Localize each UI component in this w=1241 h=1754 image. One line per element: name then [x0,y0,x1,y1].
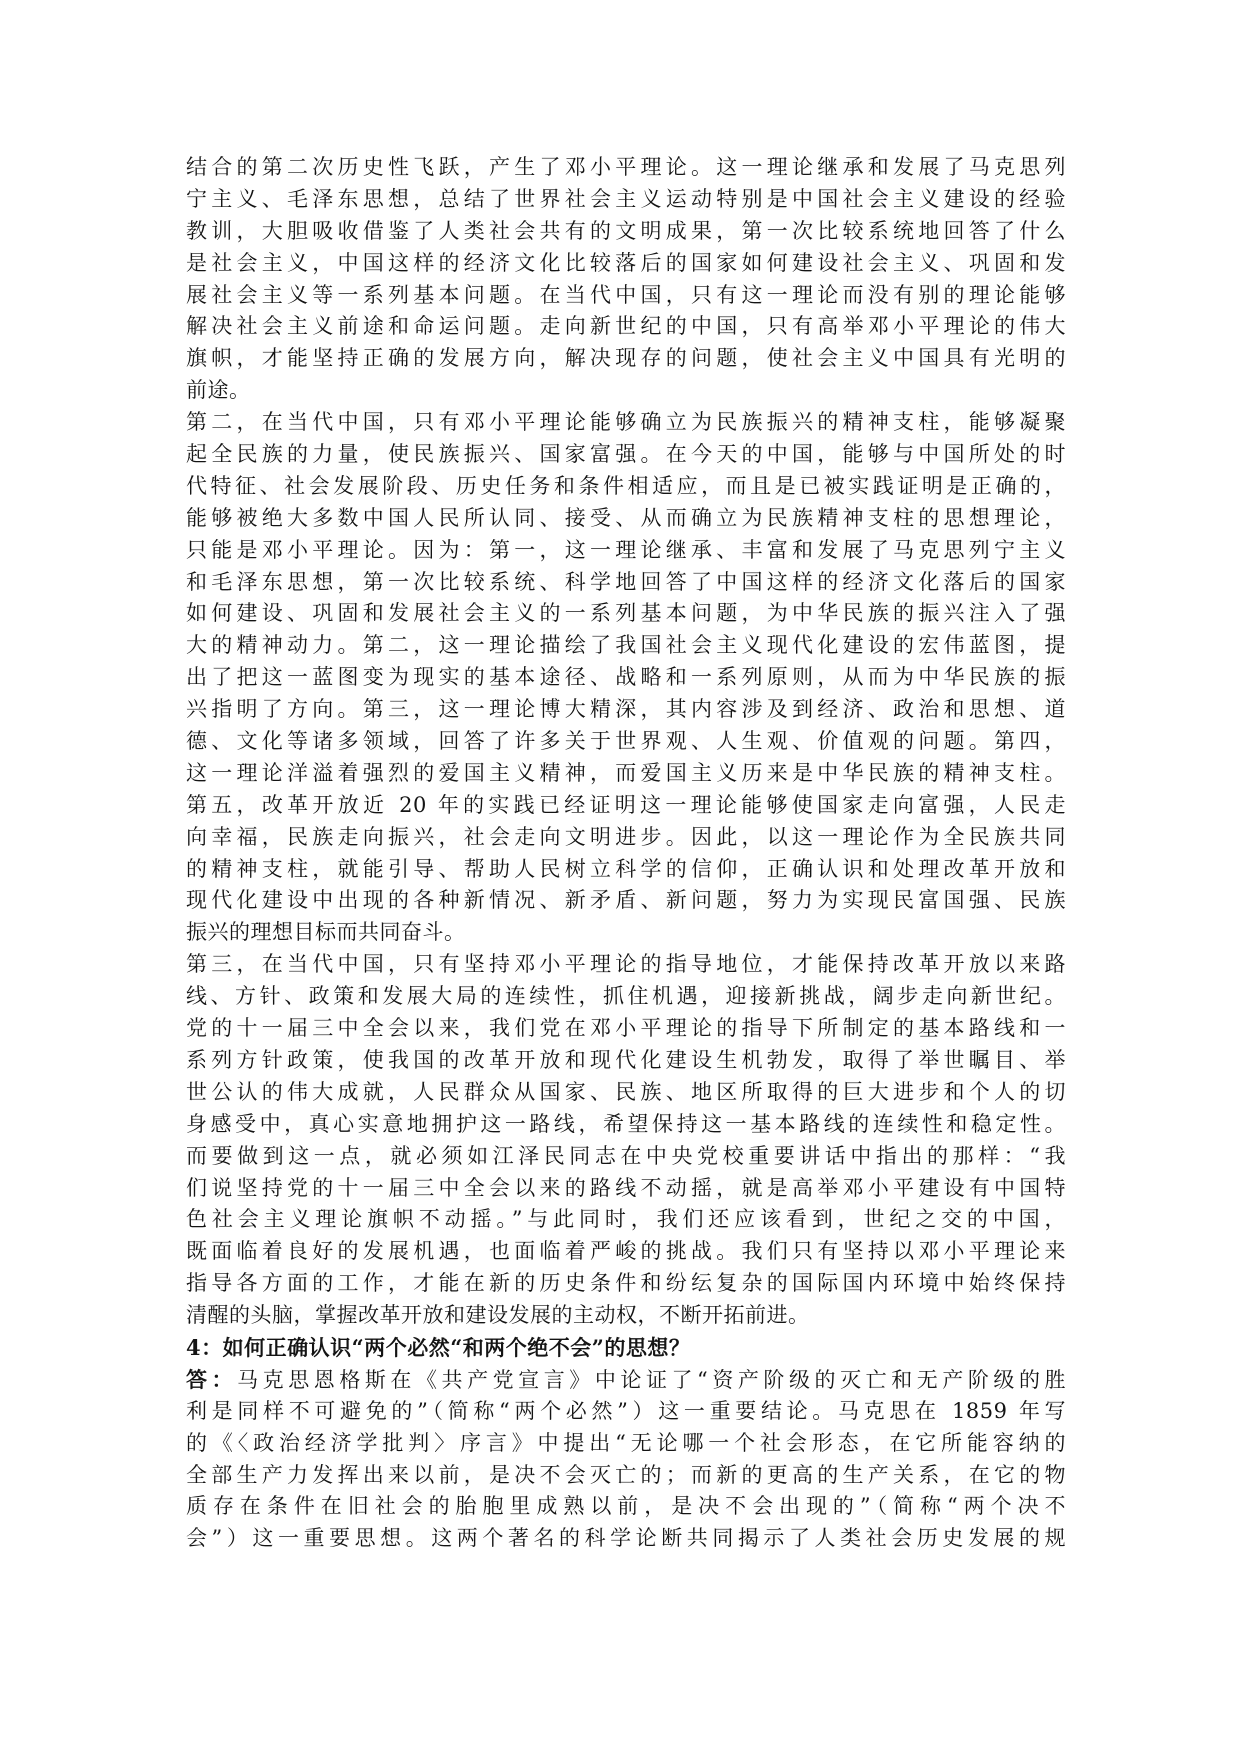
text-line: 们说坚持党的十一届三中全会以来的路线不动摇，就是高举邓小平建设有中国特 [186,1175,1066,1200]
text-line: 系列方针政策，使我国的改革开放和现代化建设生机勃发，取得了举世瞩目、举 [186,1047,1066,1072]
paragraph [186,949,1066,1332]
text-line: 教训，大胆吸收借鉴了人类社会共有的文明成果，第一次比较系统地回答了什么 [186,218,1066,243]
document-body [186,152,1066,1555]
text-line: 线、方针、政策和发展大局的连续性，抓住机遇，迎接新挑战，阔步走向新世纪。 [186,984,1066,1009]
text-line: 振兴的理想目标而共同奋斗。 [186,920,466,945]
text-line: 展社会主义等一系列基本问题。在当代中国，只有这一理论而没有别的理论能够 [186,282,1066,307]
text-line: 党的十一届三中全会以来，我们党在邓小平理论的指导下所制定的基本路线和一 [186,1016,1066,1041]
text-line: 利是同样不可避免的”（简称“两个必然”）这一重要结论。马克思在 1859 年写 [186,1398,1066,1423]
text-line: 身感受中，真心实意地拥护这一路线，希望保持这一基本路线的连续性和稳定性。 [186,1111,1066,1136]
text-line: 既面临着良好的发展机遇，也面临着严峻的挑战。我们只有坚持以邓小平理论来 [186,1239,1066,1264]
answer-label: 答： [186,1366,238,1392]
text-line: 而要做到这一点，就必须如江泽民同志在中央党校重要讲话中指出的那样：“我 [186,1143,1066,1168]
text-line: 清醒的头脑，掌握改革开放和建设发展的主动权，不断开拓前进。 [186,1303,810,1328]
text-line: 旗帜，才能坚持正确的发展方向，解决现存的问题，使社会主义中国具有光明的 [186,346,1066,371]
text-line: 会”）这一重要思想。这两个著名的科学论断共同揭示了人类社会历史发展的规 [186,1526,1066,1551]
text-line [186,1364,1066,1396]
text-line: 和毛泽东思想，第一次比较系统、科学地回答了中国这样的经济文化落后的国家 [186,569,1066,594]
text-line: 的精神支柱，就能引导、帮助人民树立科学的信仰，正确认识和处理改革开放和 [186,856,1066,881]
text-line: 全部生产力发挥出来以前，是决不会灭亡的；而新的更高的生产关系，在它的物 [186,1462,1066,1487]
text-line: 指导各方面的工作，才能在新的历史条件和纷纭复杂的国际国内环境中始终保持 [186,1271,1066,1296]
text-line: 解决社会主义前途和命运问题。走向新世纪的中国，只有高举邓小平理论的伟大 [186,314,1066,339]
text-line: 第五，改革开放近 20 年的实践已经证明这一理论能够使国家走向富强，人民走 [186,792,1066,817]
text-line: 如何建设、巩固和发展社会主义的一系列基本问题，为中华民族的振兴注入了强 [186,601,1066,626]
text-line: 向幸福，民族走向振兴，社会走向文明进步。因此，以这一理论作为全民族共同 [186,824,1066,849]
paragraph [186,152,1066,407]
text-line: 结合的第二次历史性飞跃，产生了邓小平理论。这一理论继承和发展了马克思列 [186,155,1066,179]
paragraph [186,407,1066,949]
text-line: 只能是邓小平理论。因为：第一，这一理论继承、丰富和发展了马克思列宁主义 [186,537,1066,562]
text-line: 的《〈政治经济学批判〉序言》中提出“无论哪一个社会形态，在它所能容纳的 [186,1430,1066,1455]
question-heading: 4：如何正确认识“两个必然“和两个绝不会”的思想？ [186,1334,691,1360]
text-line: 代特征、社会发展阶段、历史任务和条件相适应，而且是已被实践证明是正确的， [186,473,1066,498]
text-line: 能够被绝大多数中国人民所认同、接受、从而确立为民族精神支柱的思想理论， [186,505,1066,530]
text-line: 世公认的伟大成就，人民群众从国家、民族、地区所取得的巨大进步和个人的切 [186,1079,1066,1104]
answer-text: 马克思恩格斯在《共产党宣言》中论证了“资产阶级的灭亡和无产阶级的胜 [237,1367,1066,1392]
text-line: 质存在条件在旧社会的胎胞里成熟以前，是决不会出现的”（简称“两个决不 [186,1494,1066,1519]
text-line: 第二，在当代中国，只有邓小平理论能够确立为民族振兴的精神支柱，能够凝聚 [186,410,1066,435]
text-line: 出了把这一蓝图变为现实的基本途径、战略和一系列原则，从而为中华民族的振 [186,665,1066,690]
text-line: 现代化建设中出现的各种新情况、新矛盾、新问题，努力为实现民富国强、民族 [186,888,1066,913]
text-line: 宁主义、毛泽东思想，总结了世界社会主义运动特别是中国社会主义建设的经验 [186,186,1066,211]
text-line: 前途。 [186,378,251,403]
text-line: 大的精神动力。第二，这一理论描绘了我国社会主义现代化建设的宏伟蓝图，提 [186,633,1066,658]
text-line: 色社会主义理论旗帜不动摇。”与此同时，我们还应该看到，世纪之交的中国， [186,1207,1066,1232]
text-line: 起全民族的力量，使民族振兴、国家富强。在今天的中国，能够与中国所处的时 [186,442,1066,467]
text-line: 兴指明了方向。第三，这一理论博大精深，其内容涉及到经济、政治和思想、道 [186,697,1066,722]
text-line: 是社会主义，中国这样的经济文化比较落后的国家如何建设社会主义、巩固和发 [186,250,1066,275]
text-line: 这一理论洋溢着强烈的爱国主义精神，而爱国主义历来是中华民族的精神支柱。 [186,760,1066,785]
text-line: 德、文化等诸多领域，回答了许多关于世界观、人生观、价值观的问题。第四， [186,729,1066,754]
text-line: 第三，在当代中国，只有坚持邓小平理论的指导地位，才能保持改革开放以来路 [186,952,1066,977]
answer-paragraph [186,1364,1066,1555]
